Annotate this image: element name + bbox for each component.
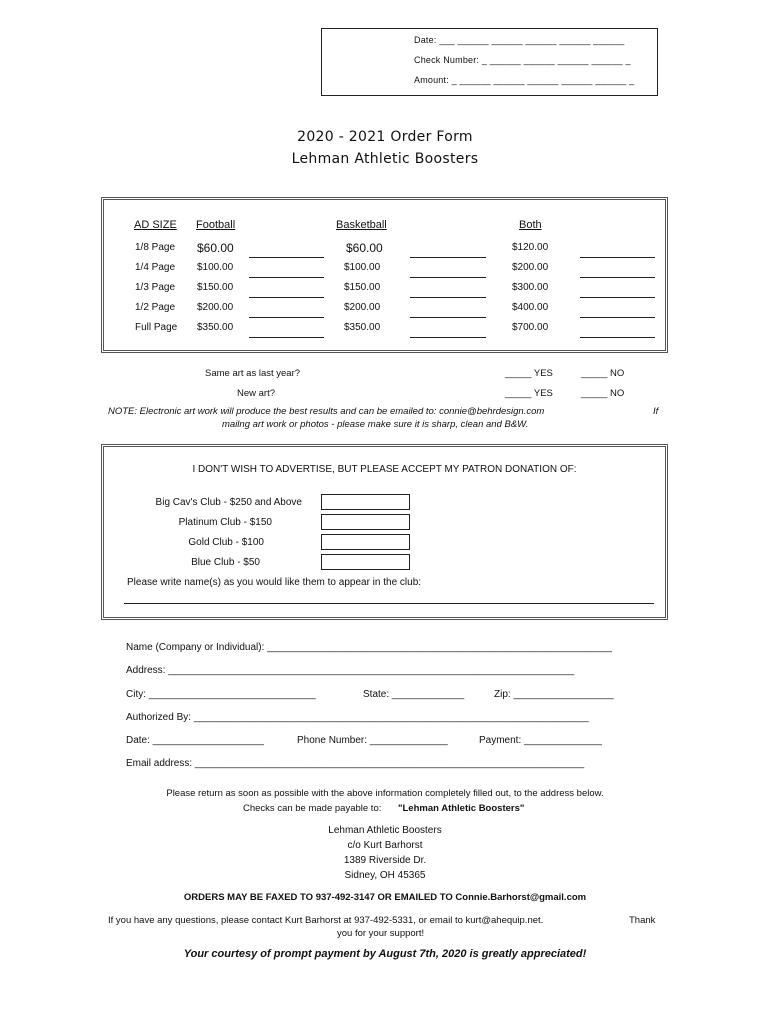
- email-field[interactable]: Email address: ______________________________________________________________________: [126, 758, 585, 769]
- row-size: 1/2 Page: [135, 302, 176, 313]
- new-art-yes[interactable]: _____ YES: [505, 388, 553, 399]
- office-use-box: [321, 28, 658, 96]
- basketball-price: $100.00: [344, 262, 381, 273]
- football-blank[interactable]: [249, 297, 324, 298]
- both-blank[interactable]: [580, 277, 655, 278]
- header-both: Both: [519, 219, 542, 231]
- state-field[interactable]: State: _____________: [363, 689, 465, 700]
- football-price: $200.00: [197, 302, 234, 313]
- mail-address-line: c/o Kurt Barhorst: [347, 840, 423, 851]
- both-blank[interactable]: [580, 257, 655, 258]
- name-field[interactable]: Name (Company or Individual): ______________________________________________________________: [126, 642, 612, 653]
- basketball-blank[interactable]: [410, 317, 486, 318]
- football-price: $350.00: [197, 322, 234, 333]
- note-line-2: mailng art work or photos - please make sure it is sharp, clean and B&W.: [222, 419, 529, 430]
- gold-amount-input[interactable]: [321, 534, 410, 550]
- football-blank[interactable]: [249, 257, 324, 258]
- checks-payable-label: Checks can be made payable to:: [243, 803, 382, 814]
- date-field[interactable]: Date: ___ ______ ______ ______ ______ ______: [414, 35, 625, 45]
- zip-field[interactable]: Zip: __________________: [494, 689, 614, 700]
- club-label-gold: Gold Club - $100: [188, 537, 264, 548]
- same-art-question: Same art as last year?: [205, 368, 301, 379]
- header-basketball: Basketball: [336, 219, 387, 231]
- football-blank[interactable]: [249, 277, 324, 278]
- same-art-no[interactable]: _____ NO: [581, 368, 625, 379]
- basketball-blank[interactable]: [410, 277, 486, 278]
- row-size: Full Page: [135, 322, 178, 333]
- club-label-platinum: Platinum Club - $150: [178, 517, 272, 528]
- platinum-amount-input[interactable]: [321, 514, 410, 530]
- football-price: $100.00: [197, 262, 234, 273]
- names-prompt: Please write name(s) as you would like them to appear in the club:: [127, 577, 422, 588]
- support-text: you for your support!: [337, 928, 425, 939]
- city-field[interactable]: City: ______________________________: [126, 689, 316, 700]
- courtesy-message: Your courtesy of prompt payment by August 7th, 2020 is greatly appreciated!: [183, 948, 587, 960]
- row-size: 1/8 Page: [135, 242, 176, 253]
- football-price: $60.00: [197, 241, 234, 255]
- fax-email-line: ORDERS MAY BE FAXED TO 937-492-3147 OR EMAILED TO Connie.Barhorst@gmail.com: [183, 892, 587, 903]
- club-label-big-cavs: Big Cav's Club - $250 and Above: [155, 497, 302, 508]
- mail-address-line: Sidney, OH 45365: [344, 870, 426, 881]
- basketball-price: $60.00: [346, 241, 383, 255]
- header-ad-size: AD SIZE: [134, 219, 177, 231]
- basketball-blank[interactable]: [410, 257, 486, 258]
- both-price: $400.00: [512, 302, 549, 313]
- checks-payee: "Lehman Athletic Boosters": [398, 803, 525, 814]
- organization-title: Lehman Athletic Boosters: [291, 151, 479, 167]
- same-art-yes[interactable]: _____ YES: [505, 368, 553, 379]
- authorized-by-field[interactable]: Authorized By: _______________________________________________________________________: [126, 712, 589, 723]
- payment-field[interactable]: Payment: ______________: [479, 735, 602, 746]
- basketball-price: $200.00: [344, 302, 381, 313]
- both-blank[interactable]: [580, 297, 655, 298]
- both-price: $700.00: [512, 322, 549, 333]
- basketball-blank[interactable]: [410, 337, 486, 338]
- donation-heading: I DON'T WISH TO ADVERTISE, BUT PLEASE ACCEPT MY PATRON DONATION OF:: [192, 464, 577, 475]
- new-art-question: New art?: [237, 388, 276, 399]
- date-signed-field[interactable]: Date: ____________________: [126, 735, 264, 746]
- football-blank[interactable]: [249, 317, 324, 318]
- both-blank[interactable]: [580, 337, 655, 338]
- note-if: If: [653, 406, 659, 417]
- football-blank[interactable]: [249, 337, 324, 338]
- both-price: $200.00: [512, 262, 549, 273]
- both-price: $120.00: [512, 242, 549, 253]
- row-size: 1/4 Page: [135, 262, 176, 273]
- note-line-1: NOTE: Electronic art work will produce the best results and can be emailed to: connie@behrdesign.com: [108, 406, 545, 417]
- football-price: $150.00: [197, 282, 234, 293]
- big-cavs-amount-input[interactable]: [321, 494, 410, 510]
- row-size: 1/3 Page: [135, 282, 176, 293]
- basketball-blank[interactable]: [410, 297, 486, 298]
- mail-address-line: 1389 Riverside Dr.: [343, 855, 427, 866]
- return-instructions: Please return as soon as possible with the above information completely filled out, to the address below.: [166, 788, 604, 799]
- both-price: $300.00: [512, 282, 549, 293]
- patron-donation-box: [101, 444, 668, 620]
- new-art-no[interactable]: _____ NO: [581, 388, 625, 399]
- both-blank[interactable]: [580, 317, 655, 318]
- mail-address-line: Lehman Athletic Boosters: [328, 825, 442, 836]
- form-title: 2020 - 2021 Order Form: [297, 129, 473, 145]
- address-field[interactable]: Address: _________________________________________________________________________: [126, 665, 575, 676]
- phone-number-field[interactable]: Phone Number: ______________: [297, 735, 448, 746]
- club-names-line[interactable]: [124, 603, 654, 604]
- questions-line: If you have any questions, please contact Kurt Barhorst at 937-492-5331, or email to kurt@ahequip.net.: [108, 915, 544, 926]
- ad-size-table: [101, 197, 668, 353]
- check-number-field[interactable]: Check Number: _ ______ ______ ______ ______ _: [414, 55, 631, 65]
- basketball-price: $350.00: [344, 322, 381, 333]
- header-football: Football: [196, 219, 236, 231]
- basketball-price: $150.00: [344, 282, 381, 293]
- club-label-blue: Blue Club - $50: [191, 557, 260, 568]
- thank-text: Thank: [629, 915, 656, 926]
- amount-field[interactable]: Amount: _ ______ ______ ______ ______ ______ _: [414, 75, 635, 85]
- blue-amount-input[interactable]: [321, 554, 410, 570]
